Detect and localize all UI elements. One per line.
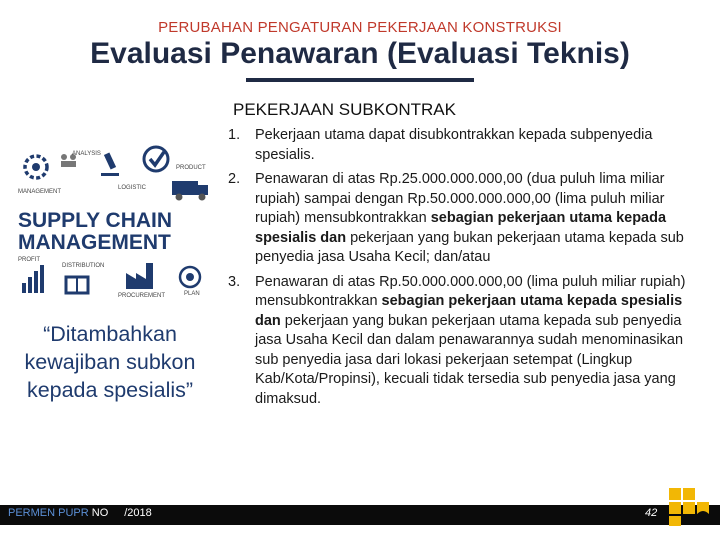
list-item-text <box>255 170 694 268</box>
list-item-number: 3. <box>228 273 241 290</box>
text-segment: Pekerjaan utama dapat disubkontrakkan kepada subpenyedia spesialis. <box>255 127 653 163</box>
illustration-label: PLAN <box>184 291 200 297</box>
truck-icon <box>172 181 208 201</box>
illustration-headline: SUPPLY CHAIN <box>18 209 173 232</box>
illustration-label: PROFIT <box>18 257 40 263</box>
illustration-label: PRODUCT <box>176 165 206 171</box>
list-item-number: 2. <box>228 171 241 187</box>
quote-text: “Ditambahkan kewajiban subkon kepada spesialis” <box>24 322 196 402</box>
section-heading: PEKERJAAN SUBKONTRAK <box>233 100 456 119</box>
illustration-label: LOGISTIC <box>118 185 147 191</box>
microscope-icon <box>101 152 119 176</box>
list-item <box>224 170 694 268</box>
page-number: 42 <box>645 507 658 519</box>
list-item <box>224 126 694 165</box>
list-item <box>224 273 694 410</box>
text-segment: Penawaran di atas Rp.50.000.000.000,00 (lima puluh miliar rupiah) mensubkontrakkan <box>255 273 686 309</box>
factory-icon <box>126 263 153 289</box>
illustration-headline: MANAGEMENT <box>18 231 171 254</box>
requirements-list <box>224 126 694 414</box>
presentation-supertitle: PERUBAHAN PENGATURAN PEKERJAAN KONSTRUKSI <box>158 19 562 36</box>
footer-regulation <box>8 507 152 519</box>
supply-chain-illustration <box>14 145 222 315</box>
illustration-label: PROCUREMENT <box>118 293 166 299</box>
text-segment-bold: sebagian pekerjaan utama kepada spesialis dan <box>255 210 667 246</box>
list-item-text <box>255 126 694 165</box>
text-segment: pekerjaan yang bukan pekerjaan utama kepada sub penyedia jasa Usaha Kecil; dan/atau <box>255 229 684 265</box>
text-segment: pekerjaan yang bukan pekerjaan utama kepada sub penyedia jasa Usaha Kecil dan dalam penawarannya sudah menominasikan sub penyedia jasa dari lokasi pekerjaan setempat (Lingkup Kab/Kota/Propinsi), kecuali tidak tersedia sub penyedia jasa yang dimaksud. <box>255 312 684 407</box>
pupr-logo-icon <box>661 486 713 528</box>
gear-icon <box>25 156 47 178</box>
footer-year: /2018 <box>124 507 152 519</box>
chart-icon <box>22 265 44 293</box>
footer-permen: PERMEN PUPR <box>8 507 89 519</box>
list-item-text <box>255 273 694 410</box>
target-icon <box>180 267 200 287</box>
footer-no: NO <box>91 507 109 519</box>
slide-title: Evaluasi Penawaran (Evaluasi Teknis) <box>90 37 630 70</box>
title-underline <box>246 78 474 82</box>
checkmark-icon <box>144 147 168 171</box>
text-segment-bold: sebagian pekerjaan utama kepada spesialis dan <box>255 293 683 329</box>
illustration-label: MANAGEMENT <box>18 189 62 195</box>
illustration-label: ANALYSIS <box>72 151 101 157</box>
text-segment: Penawaran di atas Rp.25.000.000.000,00 (dua puluh lima miliar rupiah) sampai dengan Rp.50.000.000.000,00 (lima puluh miliar rupiah) mensubkontrakkan <box>255 171 665 226</box>
box-icon <box>66 277 88 293</box>
list-item-number: 1. <box>228 127 241 143</box>
illustration-label: DISTRIBUTION <box>62 263 105 269</box>
